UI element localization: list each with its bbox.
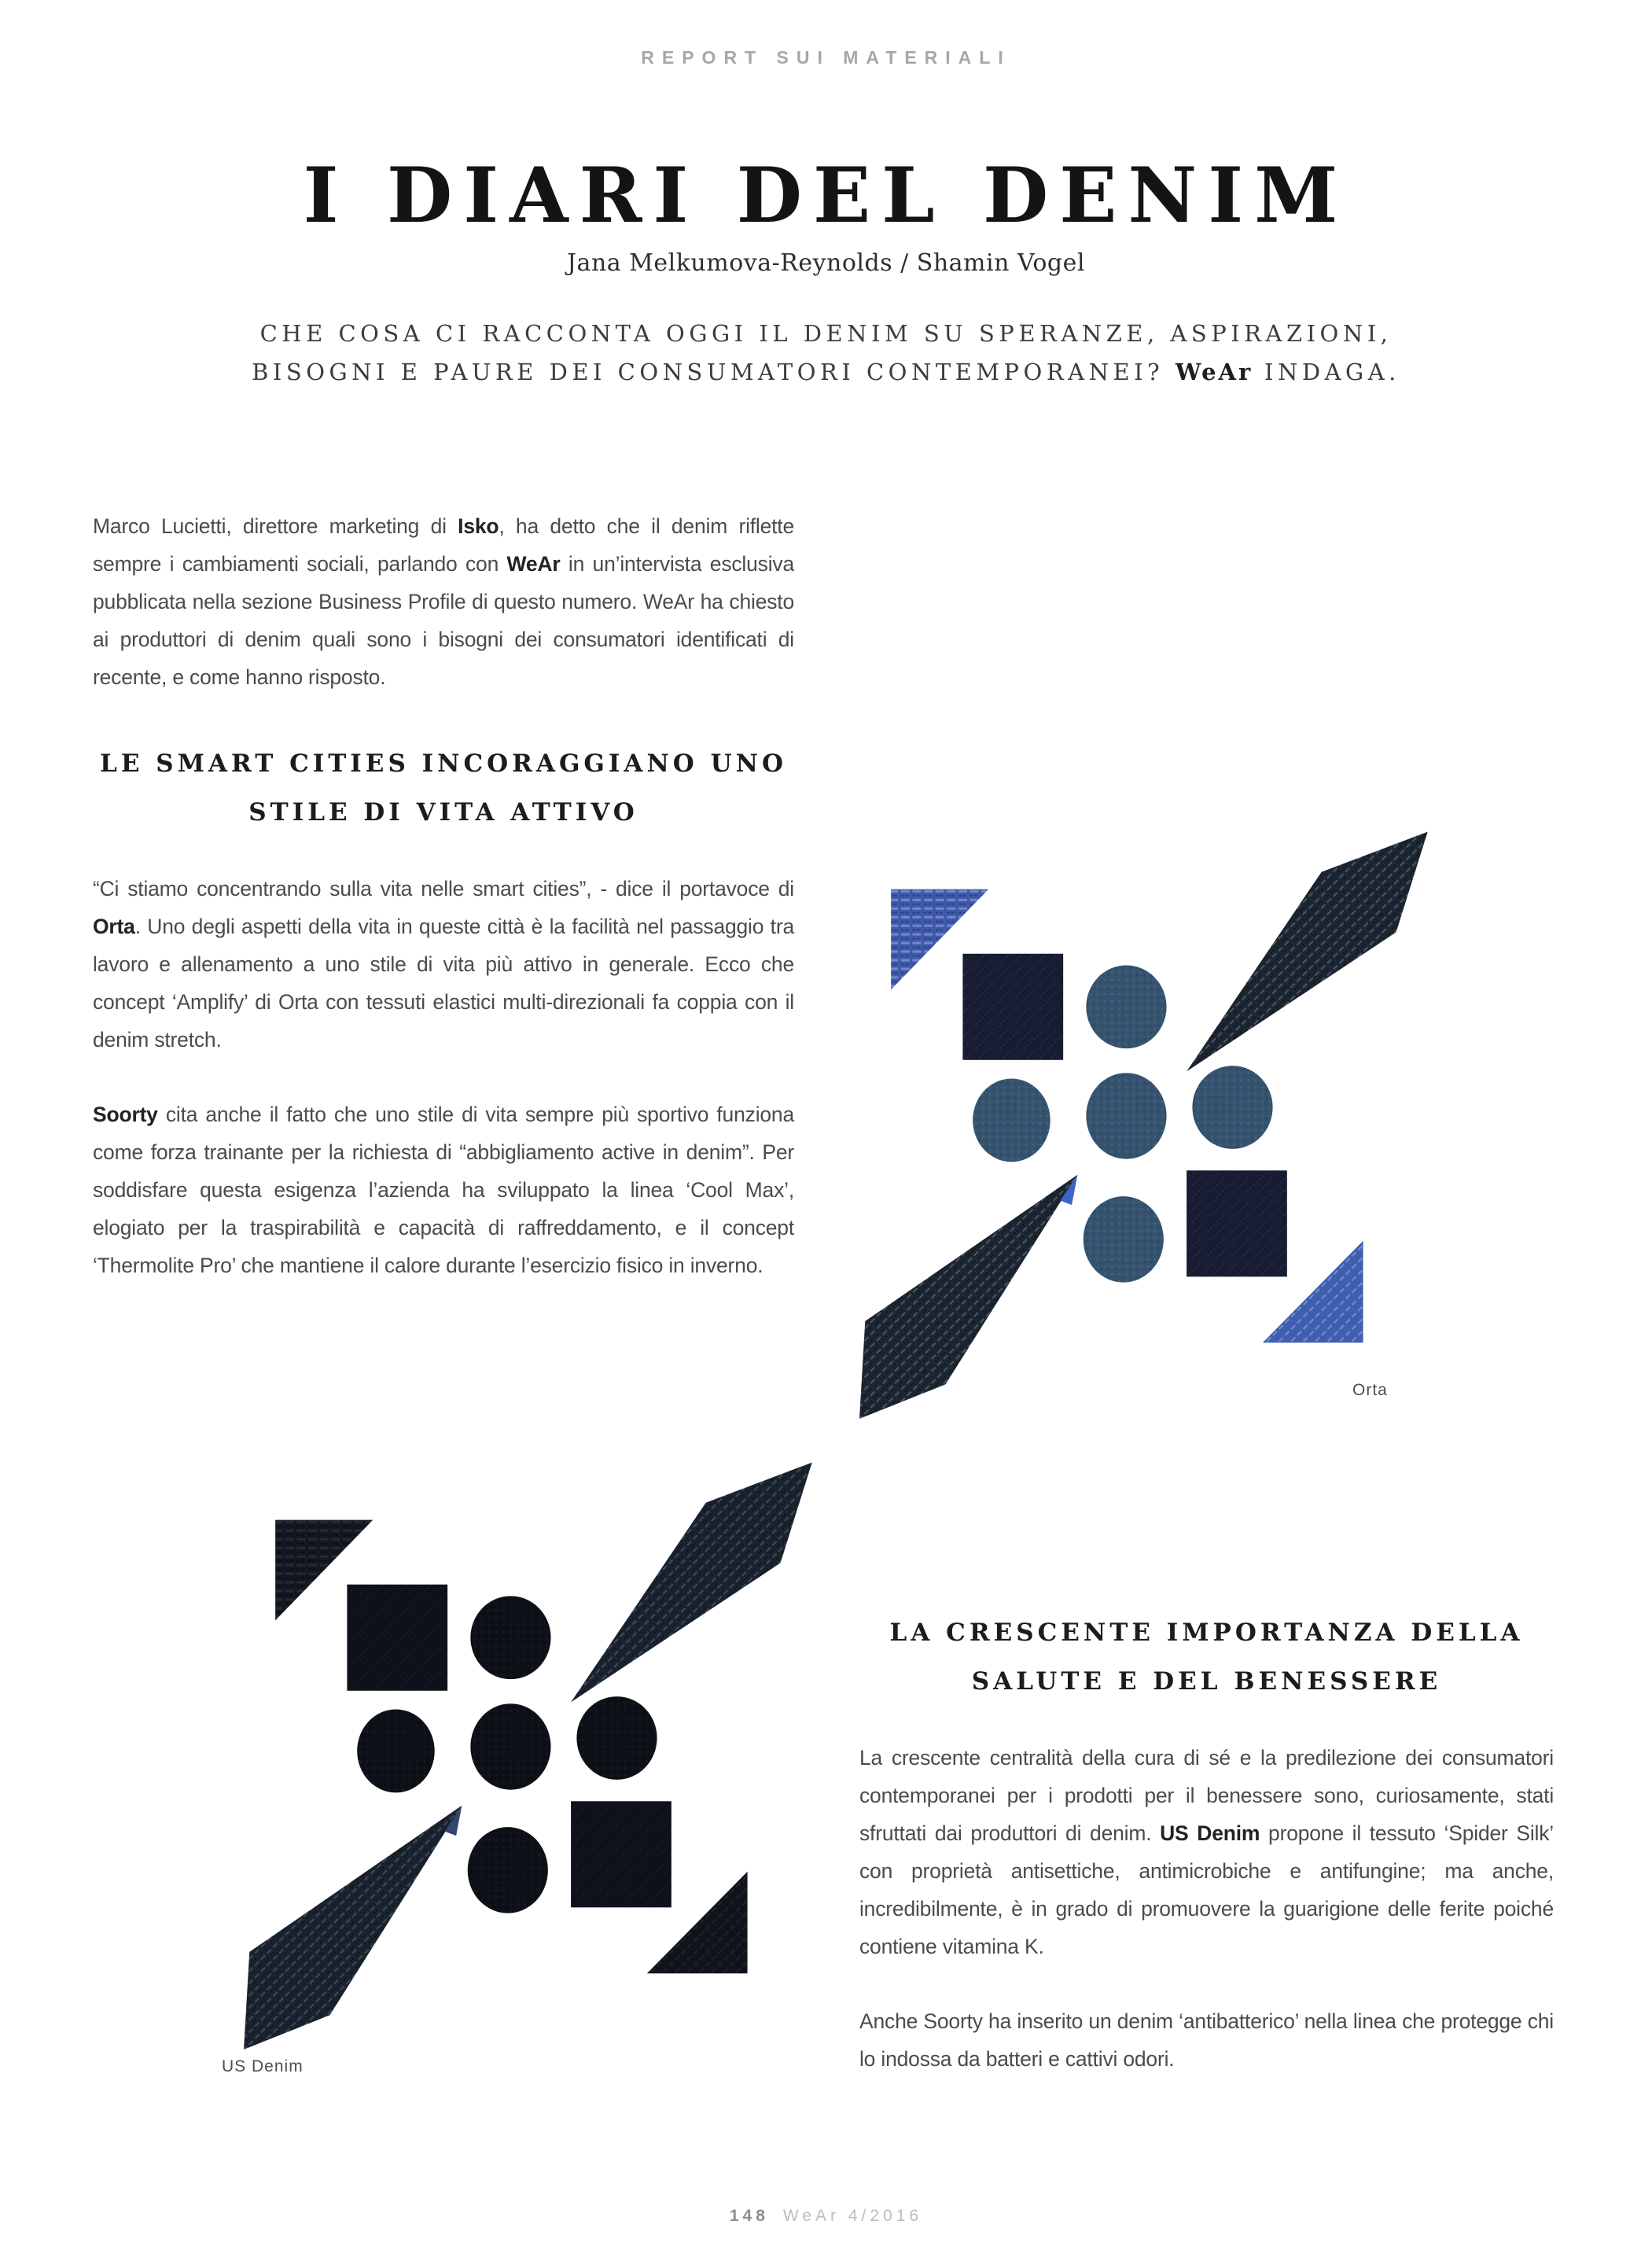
standfirst-line-1: CHE COSA CI RACCONTA OGGI IL DENIM SU SPERANZE, ASPIRAZIONI, [259,320,1393,347]
heading-smart-cities: LE SMART CITIES INCORAGGIANO UNO STILE DI VITA ATTIVO [100,749,787,827]
standfirst-line-2: BISOGNI E PAURE DEI CONSUMATORI CONTEMPORANEI? WeAr INDAGA. [252,359,1400,385]
lede-paragraph: Marco Lucietti, direttore marketing di Isko, ha detto che il denim riflette sempre i cambiamenti sociali, parlando con WeAr in un’intervista esclusiva pubblicata nella sezione Business Profile di questo numero. WeAr ha chiesto ai produttori di denim quali sono i bisogni dei consumatori identificati di recente, e come hanno risposto. [93,514,795,689]
health-paragraph-1: La crescente centralità della cura di sé e la predilezione dei consumatori contemporanei per i prodotti per il benessere sono, curiosamente, stati sfruttati dai produttori di denim. US Denim propone il tessuto ‘Spider Silk’ con proprietà antisettiche, antimicrobiche e antifungine; ma anche, incredibilmente, è in grado di promuovere la guarigione delle ferite poiché contiene vitamina K. [859,1746,1554,1958]
denim-circle-bottom [1084,1196,1164,1283]
denim-square-bottom [1187,1170,1287,1276]
denim-blade-tip [1061,1175,1078,1205]
denim-circle-mid-right [1192,1066,1272,1149]
health-paragraph-2: Anche Soorty ha inserito un denim ‘antibatterico’ nella linea che protegge chi lo indossa da batteri e cattivi odori. [859,2009,1554,2071]
denim-blade-top-right [571,1463,812,1703]
byline: Jana Melkumova-Reynolds / Shamin Vogel [567,249,1085,277]
section-kicker: REPORT SUI MATERIALI [641,47,1011,68]
denim-circle-top [1086,965,1166,1048]
us-denim-figure [244,1451,818,2083]
denim-circle-mid-left [973,1079,1050,1162]
denim-circle-mid-left [357,1710,435,1793]
page-number: 148 [729,2207,769,2225]
denim-circle-bottom [468,1827,548,1913]
issue-label: WeAr 4/2016 [782,2207,923,2225]
denim-triangle-top-left [891,889,988,990]
denim-square-top [962,954,1063,1060]
left-column [93,507,794,1321]
denim-circle-mid-center [1086,1073,1166,1159]
us-denim-caption: US Denim [222,2057,304,2075]
page-footer [0,2207,1652,2226]
page-title: I DIARI DEL DENIM [303,151,1349,240]
right-column [859,1608,1554,2115]
denim-circle-mid-right [576,1696,657,1780]
denim-triangle-bottom-right [647,1872,748,1974]
standfirst [0,315,1652,392]
smart-cities-paragraph-1: “Ci stiamo concentrando sulla vita nelle smart cities”, - dice il portavoce di Orta. Uno degli aspetti della vita in queste città è la facilità nel passaggio tra lavoro e allenamento a uno stile di vita più attivo in generale. Ecco che concept ‘Amplify’ di Orta con tessuti elastici multi-direzionali fa coppia con il denim stretch. [93,877,794,1051]
heading-health: LA CRESCENTE IMPORTANZA DELLA SALUTE E DEL BENESSERE [889,1619,1524,1696]
smart-cities-paragraph-2: Soorty cita anche il fatto che uno stile di vita sempre più sportivo funziona come forza trainante per la richiesta di “abbigliamento active in denim”. Per soddisfare questa esigenza l’azienda ha sviluppato la linea ‘Cool Max’, elogiato per la traspirabilità e capacità di raffreddamento, e il concept ‘Thermolite Pro’ che mantiene il calore durante l’esercizio fisico in inverno. [93,1103,794,1277]
orta-caption: Orta [1352,1381,1388,1399]
denim-triangle-top-left [275,1520,373,1621]
denim-blade-bottom-left [859,1175,1077,1419]
denim-triangle-bottom-right [1263,1241,1363,1343]
denim-square-top [347,1585,447,1691]
denim-circle-mid-center [470,1703,550,1790]
denim-blade-bottom-left [244,1806,462,2050]
denim-blade-top-right [1187,832,1428,1072]
orta-figure [859,820,1433,1452]
denim-square-bottom [571,1801,671,1907]
denim-blade-tip [445,1806,462,1836]
denim-circle-top [470,1596,550,1679]
